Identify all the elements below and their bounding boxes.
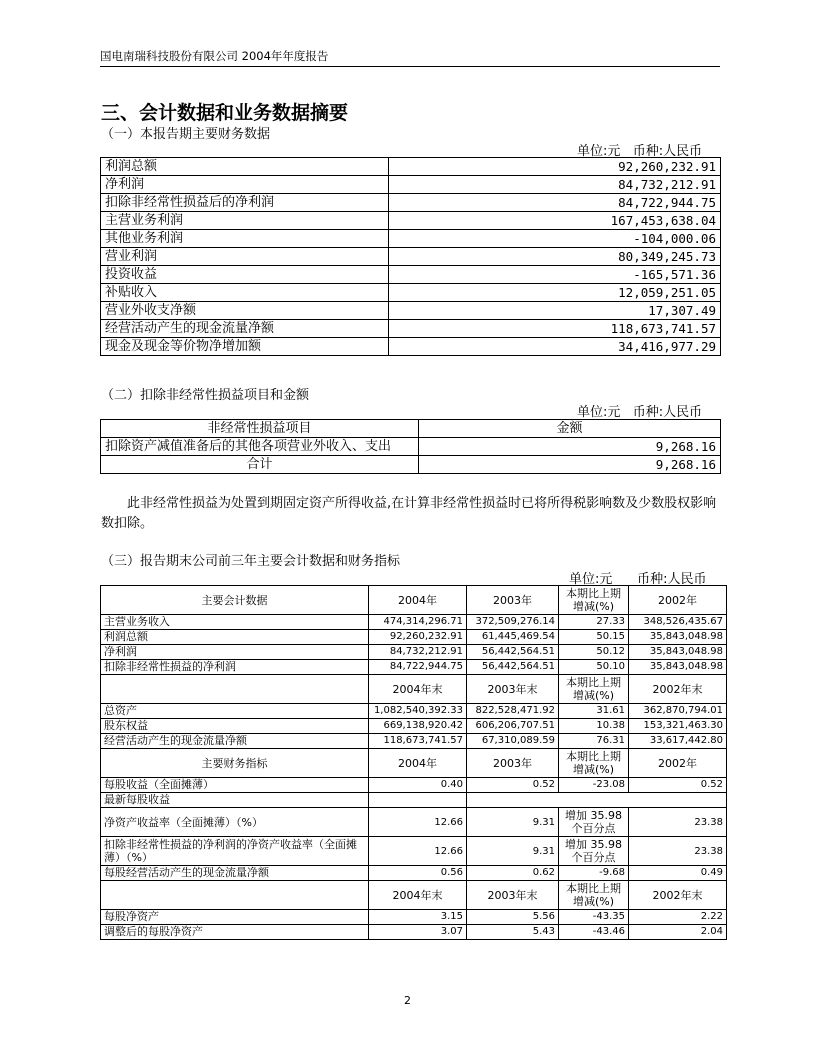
row-value: 669,138,920.42 — [369, 719, 467, 734]
table-row — [101, 734, 727, 749]
row-value: 0.62 — [467, 866, 559, 881]
row-label: 补贴收入 — [101, 284, 389, 302]
row-value: -165,571.36 — [389, 266, 721, 284]
row-value: 12.66 — [369, 808, 467, 837]
row-value: 56,442,564.51 — [467, 645, 559, 660]
row-label: 主营业务收入 — [101, 615, 369, 630]
row-label: 调整后的每股净资产 — [101, 925, 369, 940]
three-year-table — [100, 585, 727, 940]
row-value: 84,722,944.75 — [389, 194, 721, 212]
part3-unit: 单位:元 币种:人民币 — [569, 572, 707, 587]
row-value: 9,268.16 — [419, 438, 721, 456]
row-value: 372,509,276.14 — [467, 615, 559, 630]
row-value: 5.56 — [467, 910, 559, 925]
row-value: 84,732,212.91 — [389, 176, 721, 194]
row-value: -43.46 — [559, 925, 629, 940]
row-label: 扣除非经常性损益后的净利润 — [101, 194, 389, 212]
table-header-row — [101, 881, 727, 910]
table-header-row — [101, 586, 727, 615]
table-row — [101, 338, 721, 356]
row-value: 0.40 — [369, 778, 467, 793]
table-row — [101, 158, 721, 176]
page-number: 2 — [404, 994, 411, 1007]
header-cell: 2002年 — [629, 586, 727, 615]
row-label: 合计 — [101, 456, 419, 474]
row-value: 474,314,296.71 — [369, 615, 467, 630]
header-cell: 非经常性损益项目 — [101, 420, 419, 438]
table-row — [101, 645, 727, 660]
row-value: 84,722,944.75 — [369, 660, 467, 675]
table-row — [101, 704, 727, 719]
table-row — [101, 284, 721, 302]
main-financial-table — [100, 157, 721, 356]
row-value: 61,445,469.54 — [467, 630, 559, 645]
row-value: -9.68 — [559, 866, 629, 881]
header-cell — [101, 881, 369, 910]
header-cell: 2003年 — [467, 749, 559, 778]
row-value: 50.15 — [559, 630, 629, 645]
row-value: 92,260,232.91 — [389, 158, 721, 176]
row-label: 经营活动产生的现金流量净额 — [101, 734, 369, 749]
row-value: 822,528,471.92 — [467, 704, 559, 719]
table-row — [101, 630, 727, 645]
header-cell: 主要会计数据 — [101, 586, 369, 615]
table-row — [101, 925, 727, 940]
part1-unit: 单位:元 币种:人民币 — [577, 144, 703, 159]
row-value: 92,260,232.91 — [369, 630, 467, 645]
table-row — [101, 194, 721, 212]
row-label: 股东权益 — [101, 719, 369, 734]
row-value: 56,442,564.51 — [467, 660, 559, 675]
non-recurring-table — [100, 419, 721, 474]
row-value: -104,000.06 — [389, 230, 721, 248]
table-header-row — [101, 749, 727, 778]
row-value: 76.31 — [559, 734, 629, 749]
header-cell: 2004年 — [369, 749, 467, 778]
row-value: 606,206,707.51 — [467, 719, 559, 734]
row-label: 现金及现金等价物净增加额 — [101, 338, 389, 356]
non-recurring-note: 此非经常性损益为处置到期固定资产所得收益,在计算非经常性损益时已将所得税影响数及少数股权影响数扣除。 — [101, 496, 717, 531]
part1-subtitle: （一）本报告期主要财务数据 — [101, 127, 271, 142]
row-value: 9.31 — [467, 808, 559, 837]
header-cell: 2004年 — [369, 586, 467, 615]
part3-subtitle: （三）报告期末公司前三年主要会计数据和财务指标 — [101, 554, 401, 569]
table-row — [101, 438, 721, 456]
header-cell — [101, 675, 369, 704]
table-header-row — [101, 675, 727, 704]
row-value: -23.08 — [559, 778, 629, 793]
header-cell: 2002年末 — [629, 675, 727, 704]
table-header-row — [101, 420, 721, 438]
empty-cell — [369, 793, 467, 808]
row-label: 主营业务利润 — [101, 212, 389, 230]
row-value: 362,870,794.01 — [629, 704, 727, 719]
row-value: 27.33 — [559, 615, 629, 630]
table-row — [101, 615, 727, 630]
row-value: 3.07 — [369, 925, 467, 940]
header-cell: 2003年末 — [467, 675, 559, 704]
row-value: 17,307.49 — [389, 302, 721, 320]
table-row — [101, 266, 721, 284]
header-cell: 本期比上期增减(%) — [559, 675, 629, 704]
table-row — [101, 837, 727, 866]
row-value: 9.31 — [467, 837, 559, 866]
section-title: 三、会计数据和业务数据摘要 — [101, 102, 349, 124]
header-cell: 2004年末 — [369, 675, 467, 704]
header-cell: 2004年末 — [369, 881, 467, 910]
row-label: 每股经营活动产生的现金流量净额 — [101, 866, 369, 881]
row-label: 扣除非经常性损益的净利润的净资产收益率（全面摊薄）（%） — [101, 837, 369, 866]
table-row — [101, 808, 727, 837]
row-label: 净资产收益率（全面摊薄）（%） — [101, 808, 369, 837]
part2-unit: 单位:元 币种:人民币 — [577, 405, 703, 420]
empty-cell — [467, 793, 727, 808]
row-value: 5.43 — [467, 925, 559, 940]
row-value: 31.61 — [559, 704, 629, 719]
row-label: 最新每股收益 — [101, 793, 369, 808]
table-row — [101, 320, 721, 338]
header-cell: 2003年末 — [467, 881, 559, 910]
row-value: 9,268.16 — [419, 456, 721, 474]
table-row — [101, 719, 727, 734]
row-value: 50.10 — [559, 660, 629, 675]
row-value: 增加 35.98 个百分点 — [559, 808, 629, 837]
table-row — [101, 660, 727, 675]
header-cell: 主要财务指标 — [101, 749, 369, 778]
row-value: 2.22 — [629, 910, 727, 925]
row-value: 50.12 — [559, 645, 629, 660]
table-row — [101, 456, 721, 474]
row-label: 净利润 — [101, 645, 369, 660]
row-value: 167,453,638.04 — [389, 212, 721, 230]
table-row — [101, 212, 721, 230]
row-value: 67,310,089.59 — [467, 734, 559, 749]
row-value: 33,617,442.80 — [629, 734, 727, 749]
row-label: 其他业务利润 — [101, 230, 389, 248]
table-row — [101, 248, 721, 266]
row-value: 1,082,540,392.33 — [369, 704, 467, 719]
header-cell: 本期比上期增减(%) — [559, 586, 629, 615]
row-value: 118,673,741.57 — [369, 734, 467, 749]
row-value: 35,843,048.98 — [629, 630, 727, 645]
header-cell: 2002年末 — [629, 881, 727, 910]
row-label: 营业利润 — [101, 248, 389, 266]
running-header: 国电南瑞科技股份有限公司 2004年年度报告 — [100, 49, 329, 63]
row-value: 84,732,212.91 — [369, 645, 467, 660]
table-row — [101, 302, 721, 320]
row-label: 扣除资产减值准备后的其他各项营业外收入、支出 — [101, 438, 419, 456]
row-value: -43.35 — [559, 910, 629, 925]
header-cell: 2002年 — [629, 749, 727, 778]
row-value: 0.52 — [629, 778, 727, 793]
row-value: 12.66 — [369, 837, 467, 866]
row-value: 12,059,251.05 — [389, 284, 721, 302]
row-value: 153,321,463.30 — [629, 719, 727, 734]
row-value: 35,843,048.98 — [629, 660, 727, 675]
row-value: 0.52 — [467, 778, 559, 793]
row-value: 23.38 — [629, 808, 727, 837]
header-cell: 金额 — [419, 420, 721, 438]
table-row — [101, 778, 727, 793]
table-row — [101, 793, 727, 808]
row-value: 34,416,977.29 — [389, 338, 721, 356]
row-value: 23.38 — [629, 837, 727, 866]
row-value: 348,526,435.67 — [629, 615, 727, 630]
row-label: 每股净资产 — [101, 910, 369, 925]
row-label: 投资收益 — [101, 266, 389, 284]
row-value: 2.04 — [629, 925, 727, 940]
row-value: 10.38 — [559, 719, 629, 734]
part2-subtitle: （二）扣除非经常性损益项目和金额 — [101, 388, 310, 403]
row-value: 118,673,741.57 — [389, 320, 721, 338]
row-label: 每股收益（全面摊薄） — [101, 778, 369, 793]
row-value: 0.49 — [629, 866, 727, 881]
row-label: 营业外收支净额 — [101, 302, 389, 320]
row-value: 增加 35.98 个百分点 — [559, 837, 629, 866]
row-label: 净利润 — [101, 176, 389, 194]
row-value: 0.56 — [369, 866, 467, 881]
header-cell: 本期比上期增减(%) — [559, 749, 629, 778]
table-row — [101, 866, 727, 881]
table-row — [101, 230, 721, 248]
row-label: 利润总额 — [101, 158, 389, 176]
row-label: 总资产 — [101, 704, 369, 719]
header-cell: 2003年 — [467, 586, 559, 615]
row-value: 3.15 — [369, 910, 467, 925]
row-label: 扣除非经常性损益的净利润 — [101, 660, 369, 675]
header-cell: 本期比上期增减(%) — [559, 881, 629, 910]
row-label: 经营活动产生的现金流量净额 — [101, 320, 389, 338]
row-label: 利润总额 — [101, 630, 369, 645]
table-row — [101, 176, 721, 194]
header-rule — [100, 66, 720, 67]
row-value: 35,843,048.98 — [629, 645, 727, 660]
row-value: 80,349,245.73 — [389, 248, 721, 266]
table-row — [101, 910, 727, 925]
